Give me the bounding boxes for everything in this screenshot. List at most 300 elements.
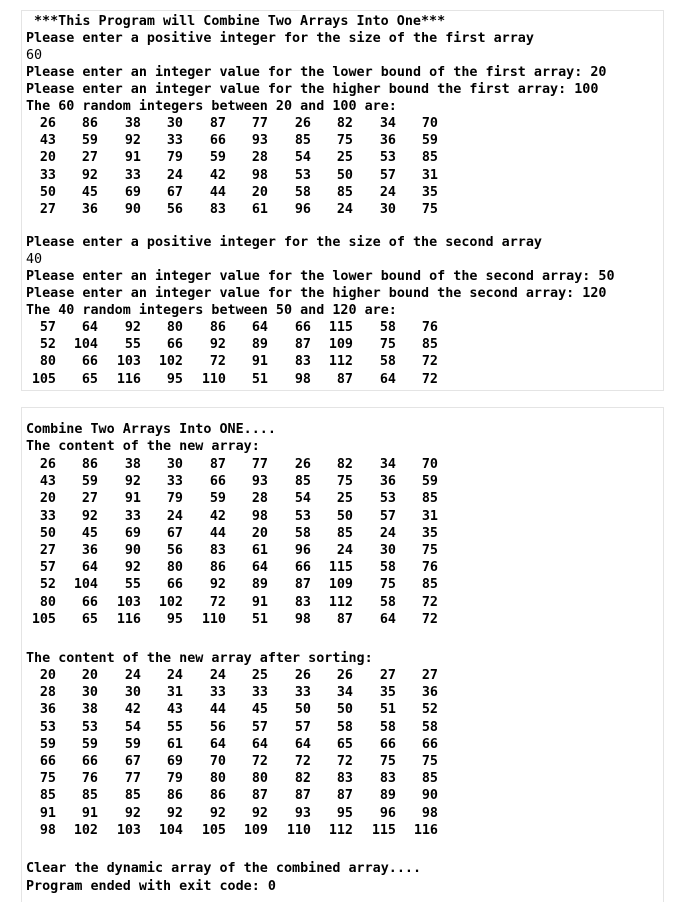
number-cell: 109 <box>243 822 268 838</box>
number-cell: 89 <box>251 337 268 353</box>
number-cell: 66 <box>294 320 311 335</box>
number-cell: 24 <box>209 668 226 683</box>
number-cell: 112 <box>328 354 353 370</box>
number-cell: 92 <box>166 805 183 821</box>
number-cell: 24 <box>166 167 183 183</box>
number-cell: 103 <box>116 354 141 370</box>
number-cell: 76 <box>81 771 98 787</box>
number-cell: 33 <box>251 685 268 701</box>
number-cell: 50 <box>39 184 56 200</box>
number-cell: 75 <box>39 771 56 787</box>
number-cell: 93 <box>251 474 268 490</box>
number-cell: 90 <box>124 201 141 217</box>
number-cell: 66 <box>209 133 226 149</box>
number-cell: 85 <box>421 771 438 787</box>
number-cell: 77 <box>124 771 141 787</box>
number-cell: 24 <box>124 668 141 683</box>
number-cell: 87 <box>294 577 311 593</box>
number-cell: 33 <box>39 167 56 183</box>
number-cell: 30 <box>81 685 98 701</box>
program-header: ***This Program will Combine Two Arrays Into One*** <box>34 14 446 29</box>
number-cell: 57 <box>39 320 56 335</box>
number-cell: 24 <box>166 508 183 524</box>
number-cell: 79 <box>166 771 183 787</box>
number-cell: 20 <box>39 491 56 507</box>
number-cell: 64 <box>294 736 311 752</box>
number-cell: 91 <box>39 805 56 821</box>
number-cell: 20 <box>39 150 56 166</box>
number-cell: 42 <box>209 508 226 524</box>
number-cell: 104 <box>73 577 98 593</box>
prompt-first-size: Please enter a positive integer for the size of the first array <box>26 31 534 46</box>
console-output-top <box>21 10 664 391</box>
number-cell: 26 <box>294 116 311 131</box>
number-cell: 27 <box>421 668 438 683</box>
number-cell: 61 <box>251 201 268 217</box>
number-cell: 57 <box>379 167 396 183</box>
number-cell: 69 <box>124 184 141 200</box>
number-cell: 64 <box>251 320 268 335</box>
number-cell: 64 <box>81 320 98 335</box>
number-cell: 64 <box>251 560 268 576</box>
number-cell: 53 <box>294 508 311 524</box>
number-cell: 72 <box>209 594 226 610</box>
number-cell: 85 <box>336 525 353 541</box>
combine-label: Combine Two Arrays Into ONE.... <box>26 422 276 437</box>
number-cell: 85 <box>81 788 98 804</box>
number-cell: 59 <box>81 474 98 490</box>
number-cell: 87 <box>336 371 353 387</box>
number-cell: 50 <box>39 525 56 541</box>
number-cell: 69 <box>124 525 141 541</box>
number-cell: 36 <box>81 542 98 558</box>
number-cell: 38 <box>81 702 98 718</box>
number-cell: 30 <box>166 116 183 131</box>
number-cell: 70 <box>421 116 438 131</box>
number-cell: 35 <box>421 184 438 200</box>
number-cell: 58 <box>379 354 396 370</box>
number-cell: 27 <box>39 201 56 217</box>
number-cell: 31 <box>421 167 438 183</box>
number-cell: 86 <box>209 320 226 335</box>
number-cell: 25 <box>251 668 268 683</box>
number-cell: 58 <box>421 719 438 735</box>
number-cell: 85 <box>124 788 141 804</box>
number-cell: 83 <box>209 542 226 558</box>
number-cell: 56 <box>166 201 183 217</box>
number-cell: 42 <box>124 702 141 718</box>
number-cell: 28 <box>251 491 268 507</box>
console-output-bottom <box>21 407 664 902</box>
number-cell: 66 <box>209 474 226 490</box>
number-cell: 52 <box>39 337 56 353</box>
number-cell: 50 <box>336 167 353 183</box>
number-cell: 80 <box>39 354 56 370</box>
prompt-second-lower: Please enter an integer value for the lower bound of the second array: 50 <box>26 269 615 284</box>
number-cell: 72 <box>421 371 438 387</box>
number-cell: 53 <box>39 719 56 735</box>
number-cell: 86 <box>209 788 226 804</box>
number-cell: 90 <box>124 542 141 558</box>
number-cell: 91 <box>251 354 268 370</box>
number-cell: 30 <box>379 542 396 558</box>
number-cell: 98 <box>421 805 438 821</box>
number-cell: 87 <box>251 788 268 804</box>
number-cell: 26 <box>336 668 353 683</box>
number-cell: 77 <box>251 457 268 472</box>
number-cell: 85 <box>421 150 438 166</box>
number-cell: 57 <box>39 560 56 576</box>
number-cell: 82 <box>336 457 353 472</box>
number-cell: 91 <box>81 805 98 821</box>
number-cell: 33 <box>39 508 56 524</box>
number-cell: 83 <box>336 771 353 787</box>
number-cell: 45 <box>81 184 98 200</box>
number-cell: 58 <box>379 560 396 576</box>
number-cell: 110 <box>286 822 311 838</box>
number-cell: 30 <box>166 457 183 472</box>
number-cell: 86 <box>81 116 98 131</box>
number-cell: 20 <box>81 668 98 683</box>
number-cell: 64 <box>81 560 98 576</box>
number-cell: 20 <box>39 668 56 683</box>
number-cell: 34 <box>336 685 353 701</box>
number-cell: 69 <box>166 753 183 769</box>
number-cell: 90 <box>421 788 438 804</box>
number-cell: 75 <box>421 201 438 217</box>
number-cell: 112 <box>328 822 353 838</box>
number-cell: 104 <box>158 822 183 838</box>
number-cell: 28 <box>39 685 56 701</box>
number-cell: 72 <box>336 753 353 769</box>
prompt-first-higher: Please enter an integer value for the higher bound the first array: 100 <box>26 82 599 97</box>
number-cell: 110 <box>201 611 226 627</box>
number-cell: 116 <box>413 822 438 838</box>
number-cell: 86 <box>209 560 226 576</box>
number-cell: 103 <box>116 822 141 838</box>
number-cell: 54 <box>294 491 311 507</box>
prompt-second-size: Please enter a positive integer for the size of the second array <box>26 235 542 250</box>
number-cell: 24 <box>379 525 396 541</box>
number-cell: 66 <box>39 753 56 769</box>
number-cell: 57 <box>251 719 268 735</box>
number-cell: 66 <box>379 736 396 752</box>
number-cell: 79 <box>166 150 183 166</box>
number-cell: 26 <box>39 116 56 131</box>
number-cell: 83 <box>209 201 226 217</box>
number-cell: 72 <box>294 753 311 769</box>
number-cell: 59 <box>209 150 226 166</box>
number-cell: 85 <box>336 184 353 200</box>
number-cell: 27 <box>379 668 396 683</box>
number-cell: 75 <box>336 474 353 490</box>
number-cell: 96 <box>294 201 311 217</box>
number-cell: 53 <box>81 719 98 735</box>
number-cell: 66 <box>81 354 98 370</box>
number-cell: 27 <box>81 491 98 507</box>
number-cell: 61 <box>251 542 268 558</box>
number-cell: 75 <box>336 133 353 149</box>
number-cell: 53 <box>379 150 396 166</box>
number-cell: 66 <box>294 560 311 576</box>
number-cell: 83 <box>294 354 311 370</box>
number-cell: 59 <box>124 736 141 752</box>
number-cell: 27 <box>81 150 98 166</box>
number-cell: 72 <box>251 753 268 769</box>
number-cell: 27 <box>39 542 56 558</box>
number-cell: 30 <box>124 685 141 701</box>
number-cell: 33 <box>124 167 141 183</box>
number-cell: 89 <box>251 577 268 593</box>
number-cell: 38 <box>124 116 141 131</box>
number-cell: 85 <box>421 577 438 593</box>
exit-code-label: Program ended with exit code: 0 <box>26 879 276 894</box>
number-cell: 102 <box>158 594 183 610</box>
number-cell: 67 <box>166 525 183 541</box>
number-cell: 43 <box>39 474 56 490</box>
number-cell: 87 <box>209 116 226 131</box>
number-cell: 54 <box>124 719 141 735</box>
number-cell: 70 <box>209 753 226 769</box>
number-cell: 92 <box>209 337 226 353</box>
number-cell: 24 <box>166 668 183 683</box>
number-cell: 26 <box>294 668 311 683</box>
second-random-label: The 40 random integers between 50 and 120 are: <box>26 303 397 318</box>
number-cell: 42 <box>209 167 226 183</box>
number-cell: 52 <box>421 702 438 718</box>
number-cell: 98 <box>294 611 311 627</box>
number-cell: 72 <box>209 354 226 370</box>
number-cell: 53 <box>379 491 396 507</box>
number-cell: 116 <box>116 611 141 627</box>
number-cell: 80 <box>209 771 226 787</box>
number-cell: 87 <box>294 337 311 353</box>
number-cell: 75 <box>379 753 396 769</box>
number-cell: 66 <box>81 753 98 769</box>
number-cell: 57 <box>294 719 311 735</box>
clear-array-label: Clear the dynamic array of the combined array.... <box>26 861 422 876</box>
number-cell: 30 <box>379 201 396 217</box>
number-cell: 64 <box>379 611 396 627</box>
number-cell: 105 <box>31 371 56 387</box>
input-first-size: 60 <box>26 48 43 63</box>
number-cell: 33 <box>124 508 141 524</box>
number-cell: 76 <box>421 560 438 576</box>
number-cell: 44 <box>209 525 226 541</box>
number-cell: 44 <box>209 184 226 200</box>
number-cell: 51 <box>251 611 268 627</box>
number-cell: 31 <box>166 685 183 701</box>
number-cell: 72 <box>421 611 438 627</box>
number-cell: 91 <box>124 491 141 507</box>
number-cell: 95 <box>166 371 183 387</box>
number-cell: 26 <box>294 457 311 472</box>
number-cell: 92 <box>209 577 226 593</box>
number-cell: 96 <box>294 542 311 558</box>
number-cell: 25 <box>336 150 353 166</box>
number-cell: 45 <box>251 702 268 718</box>
number-cell: 58 <box>379 719 396 735</box>
prompt-first-lower: Please enter an integer value for the lower bound of the first array: 20 <box>26 65 607 80</box>
number-cell: 36 <box>39 702 56 718</box>
number-cell: 57 <box>379 508 396 524</box>
number-cell: 59 <box>81 133 98 149</box>
sorted-content-label: The content of the new array after sorting: <box>26 651 373 666</box>
combined-content-label: The content of the new array: <box>26 439 260 454</box>
number-cell: 95 <box>166 611 183 627</box>
number-cell: 56 <box>166 542 183 558</box>
number-cell: 26 <box>39 457 56 472</box>
number-cell: 20 <box>251 184 268 200</box>
number-cell: 96 <box>379 805 396 821</box>
number-cell: 33 <box>166 474 183 490</box>
number-cell: 54 <box>294 150 311 166</box>
number-cell: 67 <box>124 753 141 769</box>
number-cell: 55 <box>166 719 183 735</box>
number-cell: 80 <box>166 560 183 576</box>
number-cell: 75 <box>421 542 438 558</box>
number-cell: 24 <box>336 542 353 558</box>
number-cell: 58 <box>336 719 353 735</box>
number-cell: 58 <box>294 184 311 200</box>
number-cell: 51 <box>379 702 396 718</box>
number-cell: 72 <box>421 354 438 370</box>
number-cell: 112 <box>328 594 353 610</box>
number-cell: 64 <box>209 736 226 752</box>
number-cell: 65 <box>81 371 98 387</box>
number-cell: 85 <box>39 788 56 804</box>
number-cell: 58 <box>294 525 311 541</box>
number-cell: 66 <box>166 577 183 593</box>
first-random-label: The 60 random integers between 20 and 100 are: <box>26 99 397 114</box>
number-cell: 50 <box>336 702 353 718</box>
number-cell: 89 <box>379 788 396 804</box>
number-cell: 58 <box>379 320 396 335</box>
number-cell: 110 <box>201 371 226 387</box>
number-cell: 67 <box>166 184 183 200</box>
number-cell: 43 <box>39 133 56 149</box>
number-cell: 38 <box>124 457 141 472</box>
number-cell: 83 <box>379 771 396 787</box>
number-cell: 79 <box>166 491 183 507</box>
number-cell: 116 <box>116 371 141 387</box>
number-cell: 92 <box>81 508 98 524</box>
number-cell: 82 <box>294 771 311 787</box>
number-cell: 80 <box>39 594 56 610</box>
number-cell: 36 <box>81 201 98 217</box>
number-cell: 92 <box>124 560 141 576</box>
number-cell: 59 <box>39 736 56 752</box>
number-cell: 52 <box>39 577 56 593</box>
number-cell: 72 <box>421 594 438 610</box>
number-cell: 51 <box>251 371 268 387</box>
number-cell: 98 <box>251 167 268 183</box>
number-cell: 92 <box>124 320 141 335</box>
number-cell: 109 <box>328 337 353 353</box>
number-cell: 45 <box>81 525 98 541</box>
number-cell: 83 <box>294 594 311 610</box>
number-cell: 43 <box>166 702 183 718</box>
number-cell: 44 <box>209 702 226 718</box>
number-cell: 58 <box>379 594 396 610</box>
number-cell: 95 <box>336 805 353 821</box>
number-cell: 91 <box>251 594 268 610</box>
number-cell: 91 <box>124 150 141 166</box>
number-cell: 92 <box>124 805 141 821</box>
number-cell: 86 <box>166 788 183 804</box>
number-cell: 75 <box>421 753 438 769</box>
number-cell: 87 <box>294 788 311 804</box>
number-cell: 102 <box>158 354 183 370</box>
number-cell: 33 <box>294 685 311 701</box>
number-cell: 105 <box>201 822 226 838</box>
number-cell: 115 <box>328 560 353 576</box>
number-cell: 92 <box>124 474 141 490</box>
number-cell: 59 <box>81 736 98 752</box>
number-cell: 35 <box>421 525 438 541</box>
number-cell: 87 <box>336 788 353 804</box>
number-cell: 70 <box>421 457 438 472</box>
number-cell: 93 <box>251 133 268 149</box>
number-cell: 92 <box>209 805 226 821</box>
number-cell: 50 <box>294 702 311 718</box>
number-cell: 64 <box>251 736 268 752</box>
number-cell: 24 <box>336 201 353 217</box>
prompt-second-higher: Please enter an integer value for the higher bound the second array: 120 <box>26 286 607 301</box>
number-cell: 64 <box>379 371 396 387</box>
number-cell: 31 <box>421 508 438 524</box>
number-cell: 85 <box>294 474 311 490</box>
number-cell: 66 <box>81 594 98 610</box>
number-cell: 59 <box>209 491 226 507</box>
number-cell: 33 <box>166 133 183 149</box>
number-cell: 28 <box>251 150 268 166</box>
number-cell: 75 <box>379 337 396 353</box>
number-cell: 104 <box>73 337 98 353</box>
number-cell: 75 <box>379 577 396 593</box>
number-cell: 66 <box>421 736 438 752</box>
number-cell: 80 <box>251 771 268 787</box>
number-cell: 36 <box>379 474 396 490</box>
number-cell: 20 <box>251 525 268 541</box>
number-cell: 92 <box>81 167 98 183</box>
number-cell: 98 <box>251 508 268 524</box>
number-cell: 34 <box>379 457 396 472</box>
number-cell: 85 <box>421 491 438 507</box>
number-cell: 80 <box>166 320 183 335</box>
number-cell: 50 <box>336 508 353 524</box>
number-cell: 93 <box>294 805 311 821</box>
number-cell: 76 <box>421 320 438 335</box>
number-cell: 65 <box>81 611 98 627</box>
number-cell: 77 <box>251 116 268 131</box>
number-cell: 66 <box>166 337 183 353</box>
number-cell: 92 <box>124 133 141 149</box>
number-cell: 65 <box>336 736 353 752</box>
number-cell: 98 <box>39 822 56 838</box>
number-cell: 86 <box>81 457 98 472</box>
input-second-size: 40 <box>26 252 43 267</box>
number-cell: 24 <box>379 184 396 200</box>
number-cell: 115 <box>328 320 353 335</box>
number-cell: 59 <box>421 133 438 149</box>
number-cell: 115 <box>371 822 396 838</box>
number-cell: 55 <box>124 577 141 593</box>
number-cell: 105 <box>31 611 56 627</box>
number-cell: 53 <box>294 167 311 183</box>
number-cell: 85 <box>294 133 311 149</box>
number-cell: 98 <box>294 371 311 387</box>
